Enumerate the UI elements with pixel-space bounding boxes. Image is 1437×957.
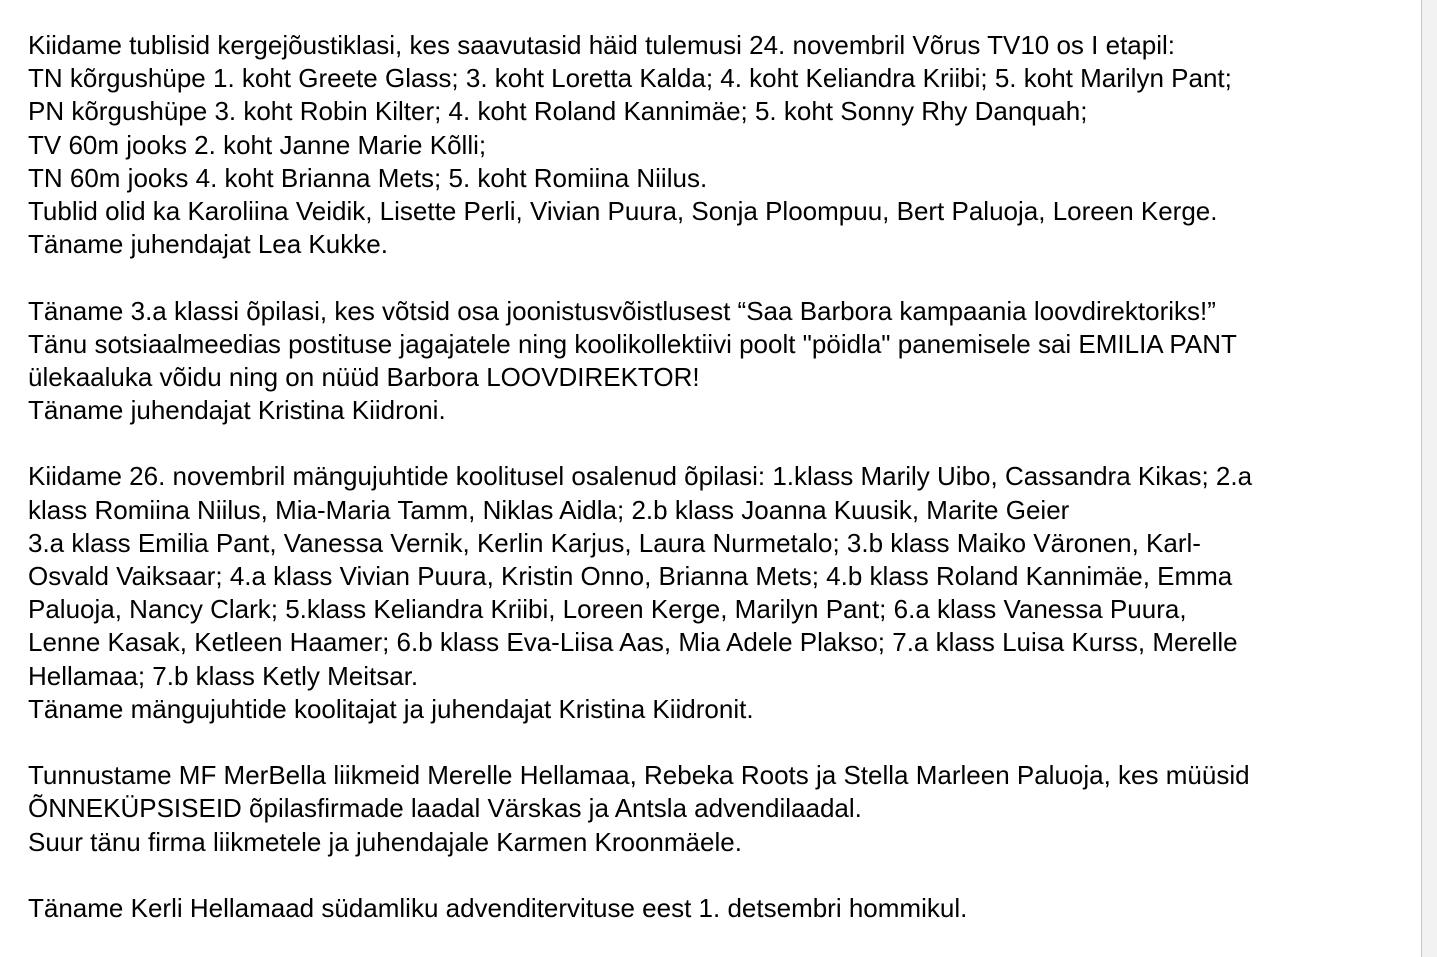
text-line: Hellamaa; 7.b klass Ketly Meitsar.: [28, 660, 419, 691]
scrollbar-track[interactable]: [1421, 0, 1437, 957]
text-line: Suur tänu firma liikmetele ja juhendajale Karmen Kroonmäele.: [28, 826, 742, 857]
text-line: Täname Kerli Hellamaad südamliku advenditervituse eest 1. detsembri hommikul.: [28, 892, 968, 923]
text-line: TN 60m jooks 4. koht Brianna Mets; 5. koht Romiina Niilus.: [28, 162, 708, 193]
text-line: klass Romiina Niilus, Mia-Maria Tamm, Niklas Aidla; 2.b klass Joanna Kuusik, Marite Geier: [28, 494, 1070, 525]
text-line: ÕNNEKÜPSISEID õpilasfirmade laadal Värskas ja Antsla advendilaadal.: [28, 793, 862, 824]
section-drawing-contest: [28, 295, 1408, 428]
section-advent-greeting: [28, 892, 1408, 925]
paragraph-gap: [28, 427, 1408, 460]
text-line: Lenne Kasak, Ketleen Haamer; 6.b klass Eva-Liisa Aas, Mia Adele Plakso; 7.a klass Luisa Kurss, Merelle: [28, 627, 1238, 658]
text-line: Tublid olid ka Karoliina Veidik, Lisette Perli, Vivian Puura, Sonja Ploompuu, Bert Paluoja, Loreen Kerge.: [28, 195, 1218, 226]
text-line: Kiidame 26. novembril mängujuhtide koolitusel osalenud õpilasi: 1.klass Marily Uibo, Cassandra Kikas; 2.a: [28, 461, 1253, 492]
text-line: 3.a klass Emilia Pant, Vanessa Vernik, Kerlin Karjus, Laura Nurmetalo; 3.b klass Maiko Väronen, Karl-: [28, 527, 1201, 558]
paragraph-gap: [28, 261, 1408, 294]
section-athletics: [28, 29, 1408, 261]
text-line: Paluoja, Nancy Clark; 5.klass Keliandra Kriibi, Loreen Kerge, Marilyn Pant; 6.a klass Vanessa Puura,: [28, 594, 1187, 625]
section-game-leaders: [28, 460, 1408, 726]
paragraph-gap: [28, 726, 1408, 759]
text-line: Täname juhendajat Kristina Kiidroni.: [28, 395, 446, 426]
text-line: PN kõrgushüpe 3. koht Robin Kilter; 4. koht Roland Kannimäe; 5. koht Sonny Rhy Danquah;: [28, 96, 1088, 127]
text-line: Tunnustame MF MerBella liikmeid Merelle Hellamaa, Rebeka Roots ja Stella Marleen Paluoja, kes müüsid: [28, 760, 1250, 791]
document-body: [28, 29, 1408, 925]
text-line: Osvald Vaiksaar; 4.a klass Vivian Puura, Kristin Onno, Brianna Mets; 4.b klass Roland Kannimäe, Emma: [28, 561, 1233, 591]
text-line: TN kõrgushüpe 1. koht Greete Glass; 3. koht Loretta Kalda; 4. koht Keliandra Kriibi; 5. koht Marilyn Pant;: [28, 63, 1232, 94]
text-line: ülekaaluka võidu ning on nüüd Barbora LOOVDIREKTOR!: [28, 361, 700, 392]
section-student-company: [28, 759, 1408, 859]
text-line: TV 60m jooks 2. koht Janne Marie Kõlli;: [28, 129, 487, 160]
text-line: Tänu sotsiaalmeedias postituse jagajatele ning koolikollektiivi poolt "pöidla" panemisele sai EMILIA PANT: [28, 328, 1237, 359]
paragraph-gap: [28, 859, 1408, 892]
text-line: Kiidame tublisid kergejõustiklasi, kes saavutasid häid tulemusi 24. novembril Võrus TV10 os I etapil:: [28, 30, 1175, 60]
text-line: Täname mängujuhtide koolitajat ja juhendajat Kristina Kiidronit.: [28, 693, 754, 724]
text-line: Täname juhendajat Lea Kukke.: [28, 229, 388, 260]
text-line: Täname 3.a klassi õpilasi, kes võtsid osa joonistusvõistlusest “Saa Barbora kampaania loovdirektoriks!”: [28, 295, 1216, 326]
